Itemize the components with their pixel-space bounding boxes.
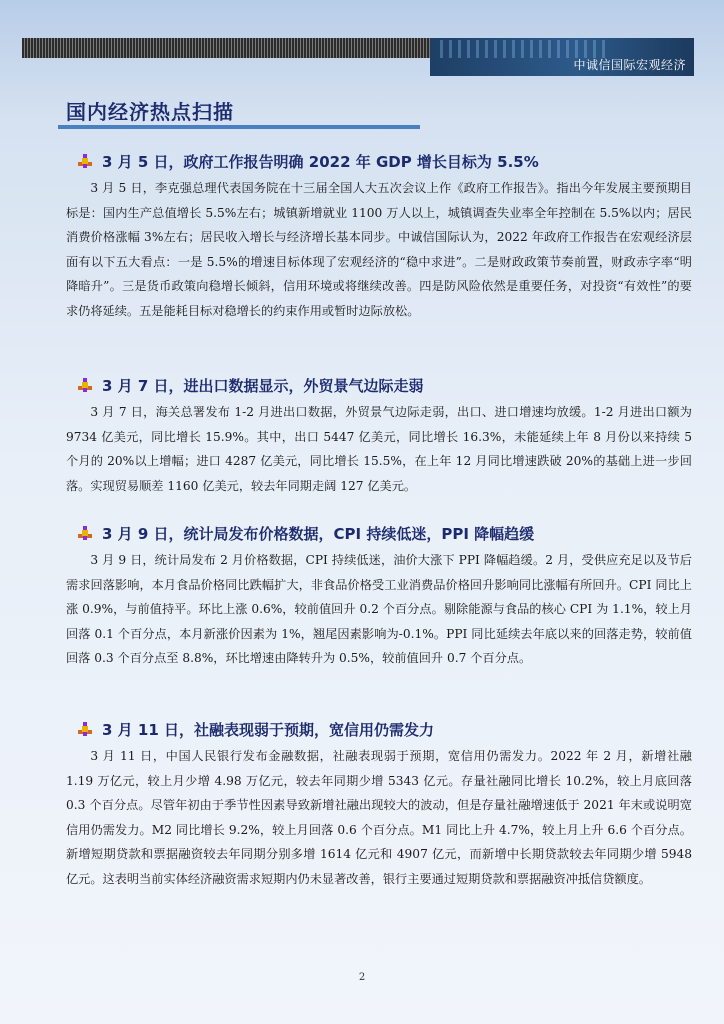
article-body: 3 月 9 日，统计局发布 2 月价格数据，CPI 持续低迷，油价大涨下 PPI 降幅趋缓。2 月，受供应充足以及节后需求回落影响，本月食品价格同比跌幅扩大，非食品价格受工业消费品价格回升影响同比涨幅有所回升。CPI 同比上涨 0.9%，与前值持平。环比上涨 0.6%，较前值回升 0.2 个百分点。剔除能源与食品的核心 CPI 为 1.1%，较上月回落 0.1 个百分点，本月新涨价因素为 1%，翘尾因素影响为-0.1%。PPI 同比延续去年底以来的回落走势，较前值回落 0.3 个百分点至 8.8%，环比增速由降转升为 0.5%，较前值回升 0.7 个百分点。 — [66, 553, 692, 665]
article-body: 3 月 7 日，海关总署发布 1-2 月进出口数据，外贸景气边际走弱，出口、进口增速均放缓。1-2 月进出口额为 9734 亿美元，同比增长 15.9%。其中，出口 5447 亿美元，同比增长 16.3%，未能延续上年 8 月份以来持续 5 个月的 20%以上增幅；进口 4287 亿美元，同比增长 15.5%，在上年 12 月同比增速跌破 20%的基础上进一步回落。实现贸易顺差 1160 亿美元，较去年同期走阔 127 亿美元。 — [66, 405, 692, 493]
article-1 — [66, 150, 692, 323]
section-title: 国内经济热点扫描 — [66, 100, 234, 124]
header-stripes — [22, 38, 430, 58]
article-2 — [66, 374, 692, 498]
header-bar — [22, 38, 694, 76]
bullet-icon — [78, 378, 92, 392]
bullet-icon — [78, 722, 92, 736]
article-title: 3 月 7 日，进出口数据显示，外贸景气边际走弱 — [102, 376, 424, 395]
article-3 — [66, 522, 692, 671]
page-number: 2 — [358, 972, 366, 983]
article-4 — [66, 718, 692, 891]
article-title: 3 月 5 日，政府工作报告明确 2022 年 GDP 增长目标为 5.5% — [102, 152, 539, 171]
article-title: 3 月 11 日，社融表现弱于预期，宽信用仍需发力 — [102, 720, 434, 739]
bullet-icon — [78, 526, 92, 540]
header-brand-block — [430, 38, 694, 76]
article-title: 3 月 9 日，统计局发布价格数据，CPI 持续低迷，PPI 降幅趋缓 — [102, 524, 535, 543]
article-heading — [70, 374, 692, 396]
brand-name: 中诚信国际宏观经济 — [573, 58, 686, 72]
article-heading — [70, 522, 692, 544]
article-body: 3 月 5 日，李克强总理代表国务院在十三届全国人大五次会议上作《政府工作报告》。指出今年发展主要预期目标是：国内生产总值增长 5.5%左右；城镇新增就业 1100 万人以上，城镇调查失业率全年控制在 5.5%以内；居民消费价格涨幅 3%左右；居民收入增长与经济增长基本同步。中诚信国际认为，2022 年政府工作报告在宏观经济层面有以下五大看点：一是 5.5%的增速目标体现了宏观经济的“稳中求进”。二是财政政策节奏前置，财政赤字率“明降暗升”。三是货币政策向稳增长倾斜，信用环境或将继续改善。四是防风险依然是重要任务，对投资“有效性”的要求仍将延续。五是能耗目标对稳增长的约束作用或暂时边际放松。 — [66, 181, 692, 318]
article-heading — [70, 150, 692, 172]
title-underline — [58, 125, 420, 129]
article-body: 3 月 11 日，中国人民银行发布金融数据，社融表现弱于预期，宽信用仍需发力。2022 年 2 月，新增社融 1.19 万亿元，较上月少增 4.98 万亿元，较去年同期少增 5343 亿元。存量社融同比增长 10.2%，较上月底回落 0.3 个百分点。尽管年初由于季节性因素导致新增社融出现较大的波动，但是存量社融增速低于 2021 年末或说明宽信用仍需发力。M2 同比增长 9.2%，较上月回落 0.6 个百分点。M1 同比上升 4.7%，较上月上升 6.6 个百分点。新增短期贷款和票据融资较去年同期分别多增 1614 亿元和 4907 亿元，而新增中长期贷款较去年同期少增 5948 亿元。这表明当前实体经济融资需求短期内仍未显著改善，银行主要通过短期贷款和票据融资冲抵信贷额度。 — [66, 749, 692, 886]
article-heading — [70, 718, 692, 740]
bullet-icon — [78, 154, 92, 168]
